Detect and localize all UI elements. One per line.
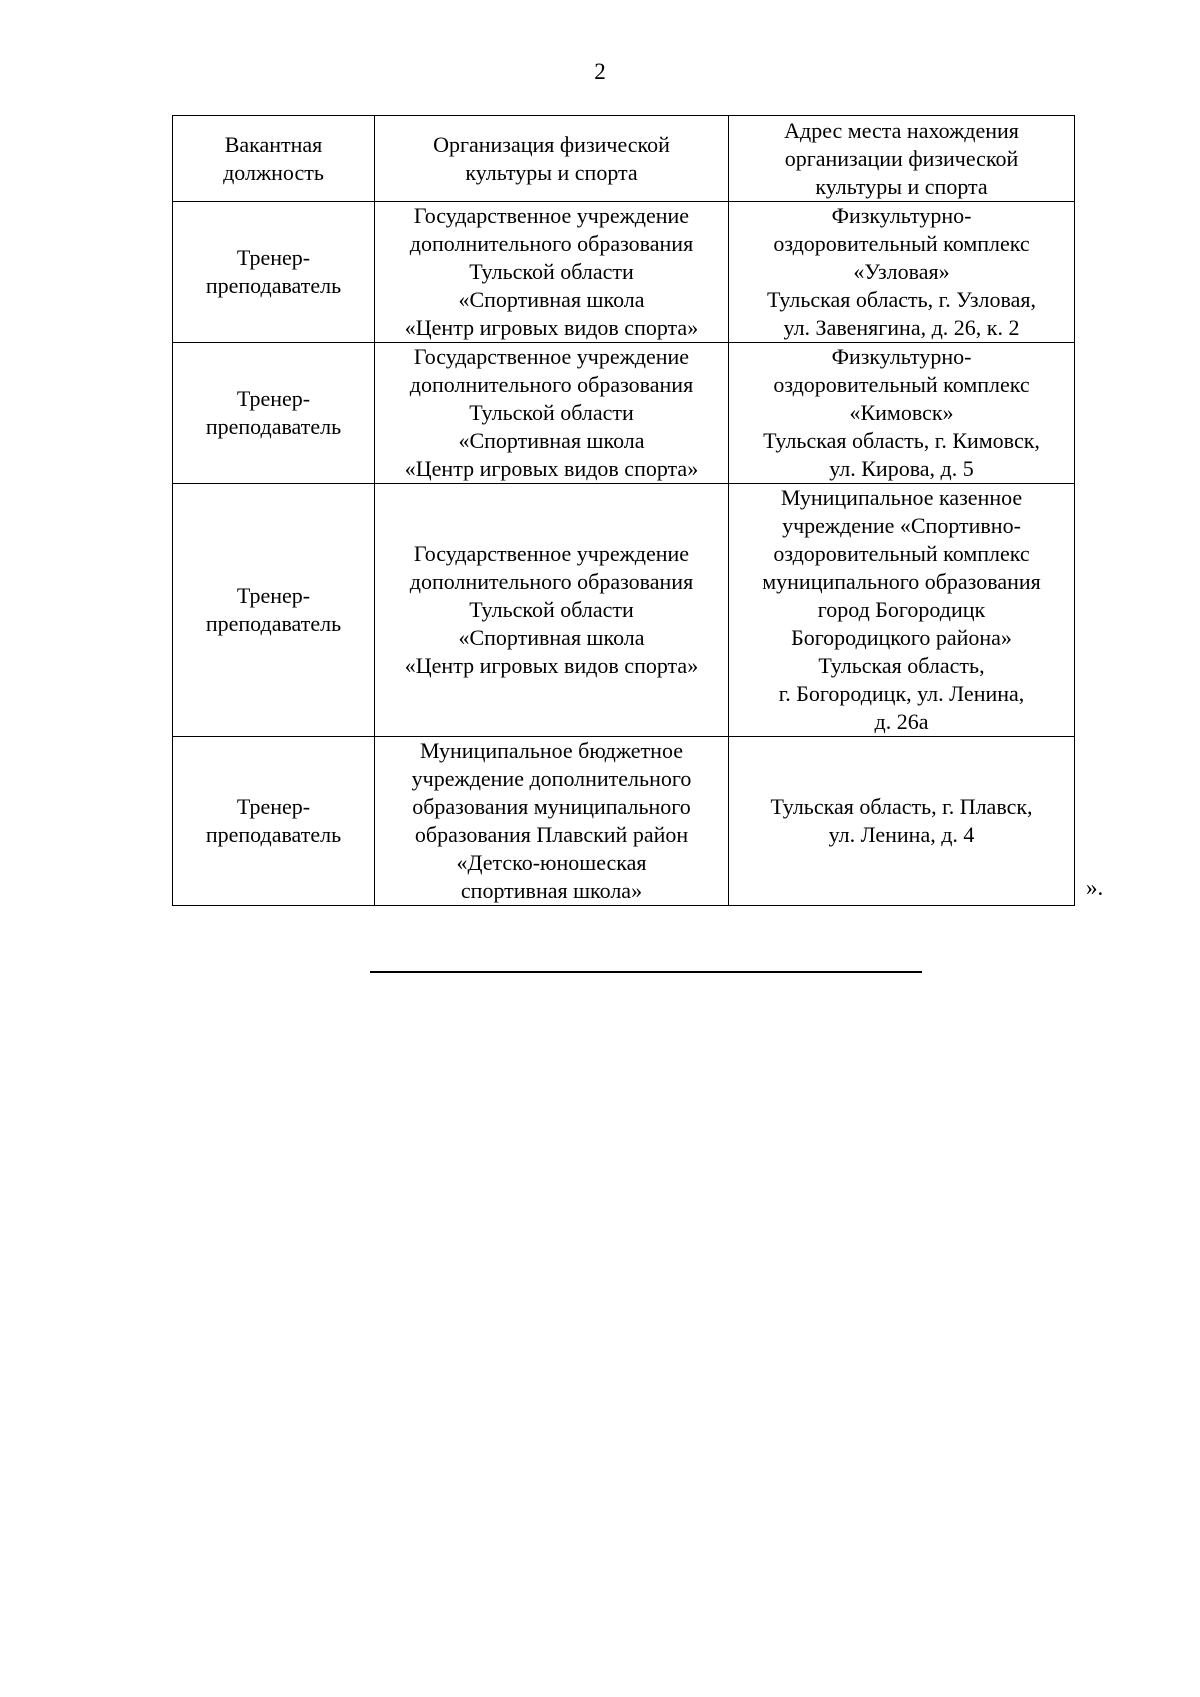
cell-address: Тульская область, г. Плавск, ул. Ленина, д. 4 bbox=[729, 737, 1075, 906]
header-address: Адрес места нахождения организации физической культуры и спорта bbox=[729, 116, 1075, 202]
end-divider-line bbox=[370, 971, 922, 973]
cell-address: Муниципальное казенное учреждение «Спортивно- оздоровительный комплекс муниципального образования город Богородицк Богородицкого района» Тульская область, г. Богородицк, ул. Ленина, д. 26а bbox=[729, 484, 1075, 737]
cell-organization: Государственное учреждение дополнительного образования Тульской области «Спортивная школа «Центр игровых видов спорта» bbox=[375, 343, 729, 484]
cell-organization: Государственное учреждение дополнительного образования Тульской области «Спортивная школа «Центр игровых видов спорта» bbox=[375, 484, 729, 737]
table-row bbox=[173, 737, 1075, 906]
header-vacant-position: Вакантная должность bbox=[173, 116, 375, 202]
cell-address: Физкультурно- оздоровительный комплекс «Кимовск» Тульская область, г. Кимовск, ул. Кирова, д. 5 bbox=[729, 343, 1075, 484]
cell-position: Тренер- преподаватель bbox=[173, 343, 375, 484]
table-row bbox=[173, 202, 1075, 343]
header-organization: Организация физической культуры и спорта bbox=[375, 116, 729, 202]
cell-organization: Государственное учреждение дополнительного образования Тульской области «Спортивная школа «Центр игровых видов спорта» bbox=[375, 202, 729, 343]
cell-position: Тренер- преподаватель bbox=[173, 737, 375, 906]
cell-address: Физкультурно- оздоровительный комплекс «Узловая» Тульская область, г. Узловая, ул. Завенягина, д. 26, к. 2 bbox=[729, 202, 1075, 343]
cell-position: Тренер- преподаватель bbox=[173, 202, 375, 343]
closing-quote-mark: ». bbox=[1086, 875, 1104, 900]
cell-organization: Муниципальное бюджетное учреждение дополнительного образования муниципального образования Плавский район «Детско-юношеская спортивная школа» bbox=[375, 737, 729, 906]
page-number: 2 bbox=[594, 59, 606, 84]
table-header-row bbox=[173, 116, 1075, 202]
table-row bbox=[173, 484, 1075, 737]
cell-position: Тренер- преподаватель bbox=[173, 484, 375, 737]
vacancies-table bbox=[172, 115, 1075, 906]
table-row bbox=[173, 343, 1075, 484]
